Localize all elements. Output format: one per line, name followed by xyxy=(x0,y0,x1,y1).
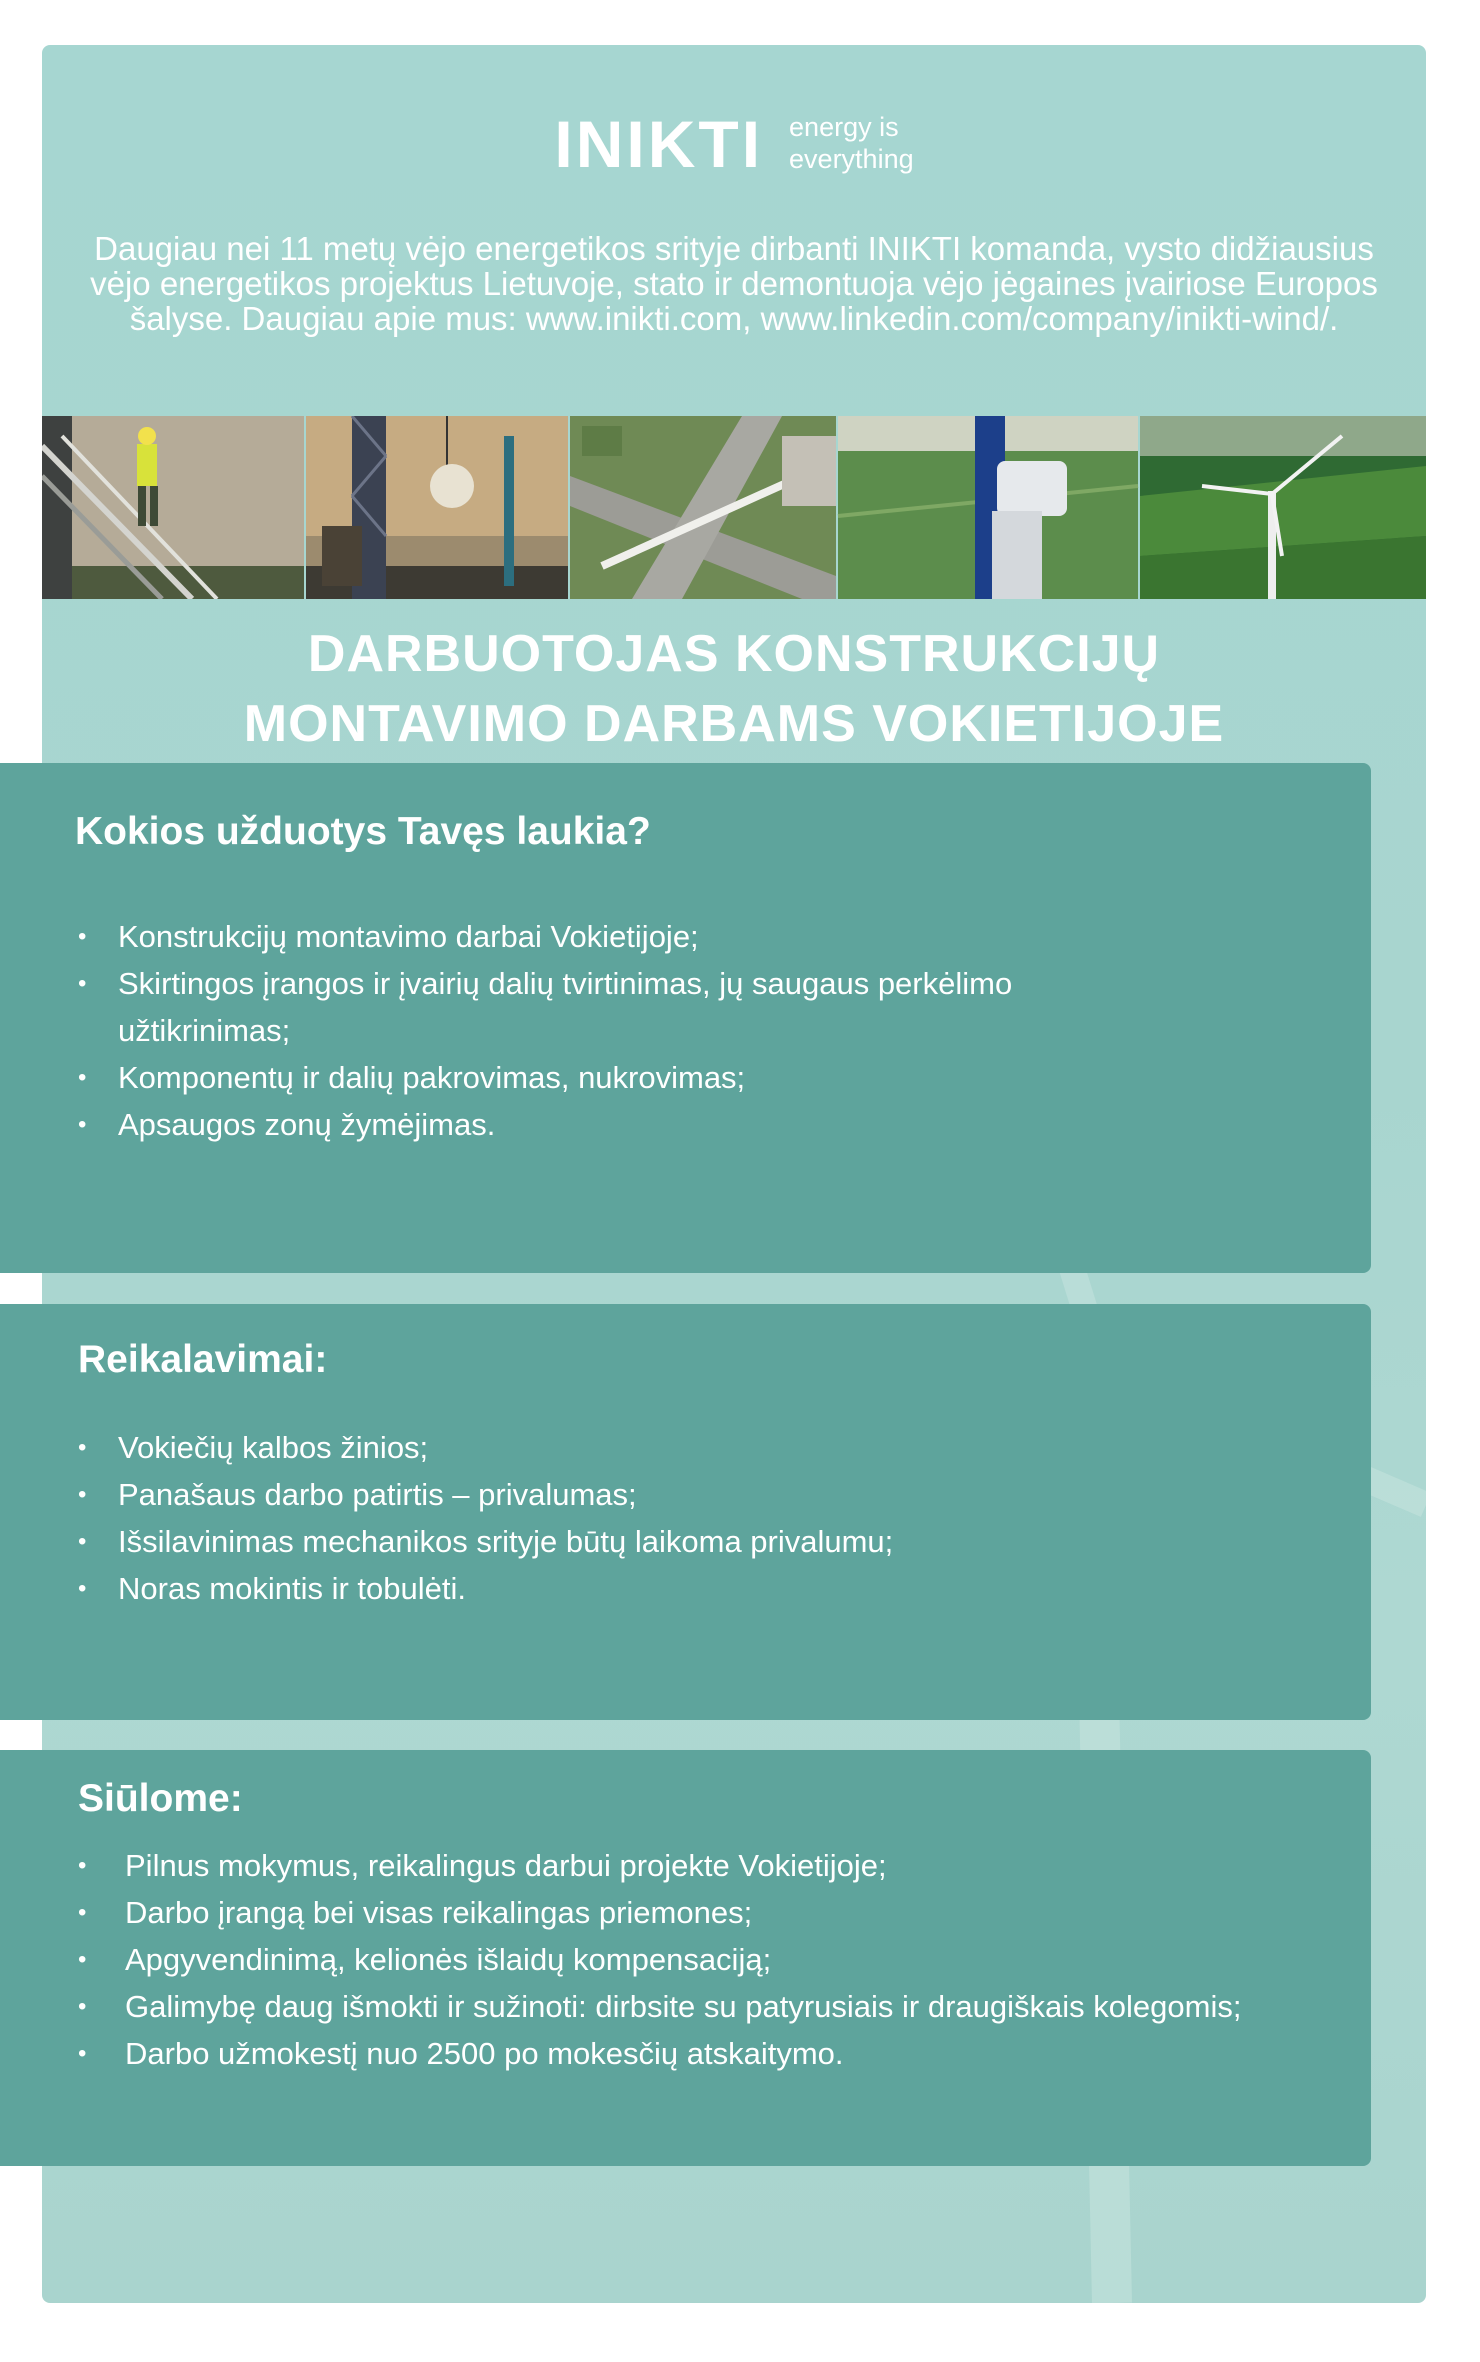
list-item-text: Vokiečių kalbos žinios; xyxy=(118,1430,429,1465)
list-item xyxy=(78,1565,1178,1612)
list-item xyxy=(78,960,1178,1054)
list-item xyxy=(78,1518,1178,1565)
tasks-card xyxy=(0,763,1371,1273)
bullet-icon: • xyxy=(78,923,87,950)
list-item-text: Darbo įrangą bei visas reikalingas priemones; xyxy=(125,1895,753,1930)
list-item-text: Apsaugos zonų žymėjimas. xyxy=(118,1107,496,1142)
company-intro: Daugiau nei 11 metų vėjo energetikos srityje dirbanti INIKTI komanda, vysto didžiausius vėjo energetikos projektus Lietuvoje, stato ir demontuoja vėjo jėgaines įvairiose Europos šalyse. Daugiau apie mus: www.inikti.com, www.linkedin.com/company/inikti-wind/. xyxy=(90,230,1378,337)
bullet-icon: • xyxy=(78,1481,87,1508)
photo-crane-lift xyxy=(306,416,568,599)
bullet-icon: • xyxy=(78,1575,87,1602)
list-item xyxy=(78,2030,1278,2077)
list-item-text: Skirtingos įrangos ir įvairių dalių tvirtinimas, jų saugaus perkėlimo užtikrinimas; xyxy=(118,966,1013,1048)
bullet-icon: • xyxy=(78,1993,87,2020)
requirements-heading: Reikalavimai: xyxy=(78,1338,328,1381)
brand-logo xyxy=(42,107,1426,181)
job-title xyxy=(42,619,1426,759)
list-item-text: Apgyvendinimą, kelionės išlaidų kompensaciją; xyxy=(125,1942,772,1977)
job-title-line-2: MONTAVIMO DARBAMS VOKIETIJOJE xyxy=(243,695,1225,753)
tasks-list xyxy=(78,913,1178,1148)
offer-card xyxy=(0,1750,1371,2166)
bullet-icon: • xyxy=(78,970,87,997)
list-item-text: Išsilavinimas mechanikos srityje būtų laikoma privalumu; xyxy=(118,1524,894,1559)
photo-nacelle-lift xyxy=(838,416,1138,599)
list-item xyxy=(78,1424,1178,1471)
list-item-text: Noras mokintis ir tobulėti. xyxy=(118,1571,467,1606)
list-item xyxy=(78,1842,1278,1889)
bullet-icon: • xyxy=(78,1946,87,1973)
list-item xyxy=(78,1471,1178,1518)
photo-turbine-field xyxy=(1140,416,1426,599)
tagline-line-1: energy is xyxy=(789,112,899,143)
list-item xyxy=(78,1889,1278,1936)
requirements-list xyxy=(78,1424,1178,1612)
brand-tagline xyxy=(789,112,914,176)
bullet-icon: • xyxy=(78,1899,87,1926)
list-item xyxy=(78,1101,1178,1148)
requirements-card xyxy=(0,1304,1371,1720)
list-item-text: Komponentų ir dalių pakrovimas, nukrovimas; xyxy=(118,1060,746,1095)
offer-heading: Siūlome: xyxy=(78,1777,243,1820)
list-item xyxy=(78,1054,1178,1101)
tagline-line-2: everything xyxy=(789,144,914,174)
photo-worker-stairs xyxy=(42,416,304,599)
list-item-text: Panašaus darbo patirtis – privalumas; xyxy=(118,1477,637,1512)
list-item xyxy=(78,1983,1278,2030)
list-item xyxy=(78,1936,1278,1983)
offer-list xyxy=(78,1842,1278,2077)
bullet-icon: • xyxy=(78,1111,87,1138)
bullet-icon: • xyxy=(78,1528,87,1555)
bullet-icon: • xyxy=(78,1852,87,1879)
photo-strip xyxy=(42,416,1426,599)
bullet-icon: • xyxy=(78,1064,87,1091)
bullet-icon: • xyxy=(78,1434,87,1461)
list-item-text: Galimybę daug išmokti ir sužinoti: dirbsite su patyrusiais ir draugiškais kolegomis; xyxy=(125,1989,1242,2024)
tasks-heading: Kokios užduotys Tavęs laukia? xyxy=(75,810,651,853)
bullet-icon: • xyxy=(78,2040,87,2067)
list-item-text: Darbo užmokestį nuo 2500 po mokesčių atskaitymo. xyxy=(125,2036,844,2071)
list-item-text: Konstrukcijų montavimo darbai Vokietijoje; xyxy=(118,919,699,954)
photo-aerial-road xyxy=(570,416,836,599)
brand-name: INIKTI xyxy=(554,107,764,181)
list-item xyxy=(78,913,1178,960)
list-item-text: Pilnus mokymus, reikalingus darbui projekte Vokietijoje; xyxy=(125,1848,887,1883)
job-title-line-1: DARBUOTOJAS KONSTRUKCIJŲ xyxy=(307,625,1161,683)
